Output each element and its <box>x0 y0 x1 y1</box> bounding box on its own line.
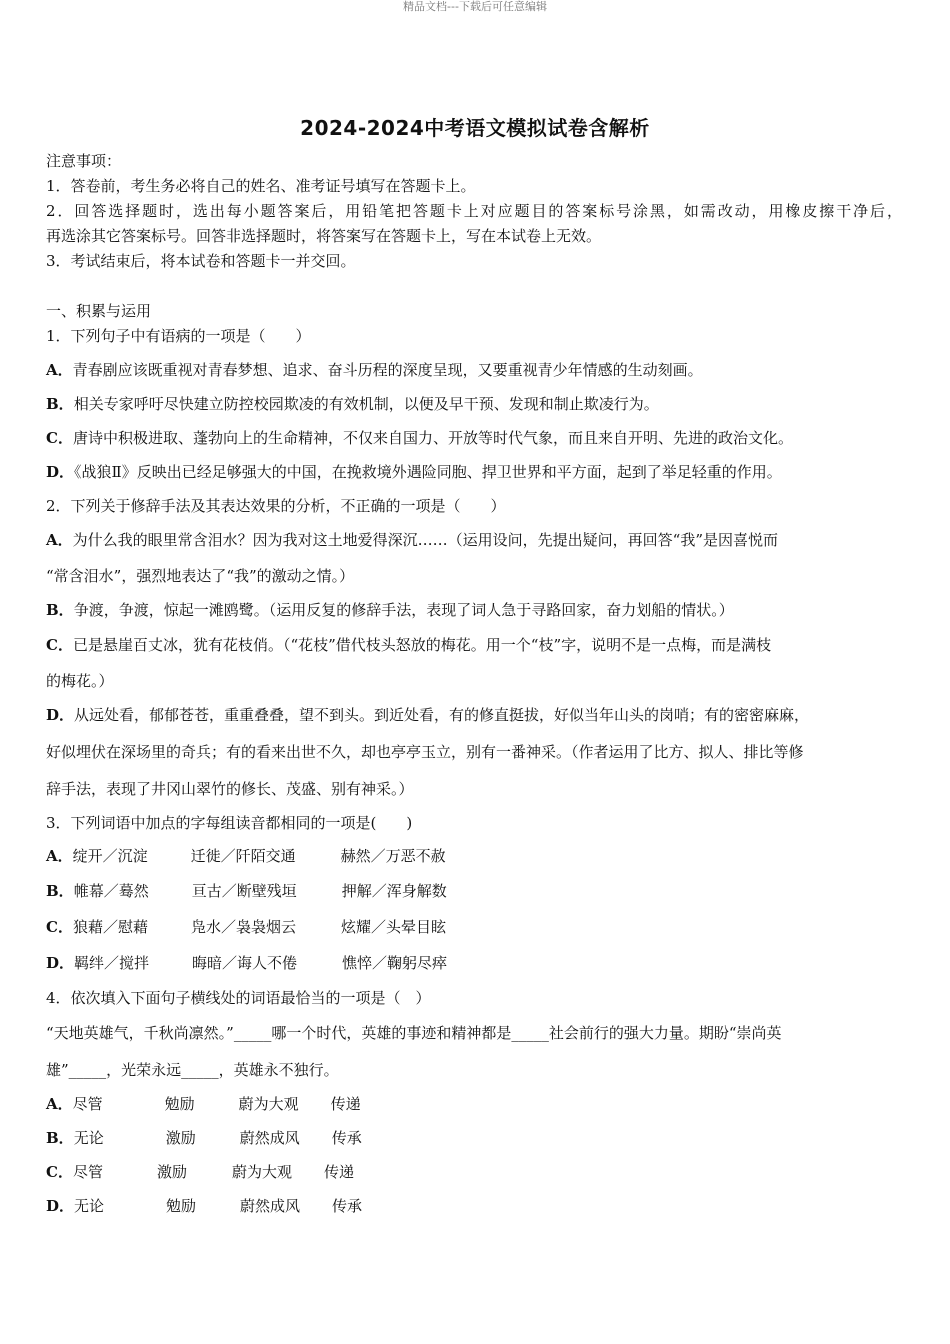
question-3-stem: 3．下列词语中加点的字每组读音都相同的一项是( ) <box>46 814 413 832</box>
option-word: 无论 <box>74 1197 105 1215</box>
header-watermark: 精品文档---下载后可任意编辑 <box>403 0 547 13</box>
question-2-option-a-cont: “常含泪水”，强烈地表达了“我”的激动之情。） <box>46 567 355 585</box>
option-word: 无论 <box>73 1129 104 1147</box>
question-4-stem: 4．依次填入下面句子横线处的词语最恰当的一项是（ ） <box>46 989 431 1007</box>
option-label: B． <box>46 882 74 900</box>
notice-heading: 注意事项： <box>46 152 122 170</box>
option-text: 为什么我的眼里常含泪水？因为我对这土地爱得深沉……（运用设问，先提出疑问，再回答“我”是因喜悦而 <box>72 531 778 549</box>
question-2-option-d <box>46 706 809 724</box>
option-word: 传承 <box>332 1197 363 1215</box>
option-word: 尽管 <box>72 1163 103 1181</box>
option-text: 青春剧应该既重视对青春梦想、追求、奋斗历程的深度呈现，又要重视青少年情感的生动刻画。 <box>72 361 703 379</box>
word-pair: 羁绊／搅拌 <box>74 954 150 972</box>
question-2-option-c <box>46 636 771 654</box>
question-3-option-d <box>46 954 447 972</box>
option-label: A． <box>46 531 73 549</box>
question-1-option-b <box>46 395 659 413</box>
option-word: 蔚为大观 <box>238 1095 299 1113</box>
question-3-option-c <box>46 918 446 936</box>
section-heading: 一、积累与运用 <box>46 302 152 320</box>
option-word: 勉励 <box>166 1197 197 1215</box>
option-word: 激励 <box>156 1163 187 1181</box>
word-pair: 绽开／沉淀 <box>72 847 148 865</box>
option-label: B． <box>46 601 74 619</box>
notice-item: 1．答卷前，考生务必将自己的姓名、准考证号填写在答题卡上。 <box>46 177 476 195</box>
option-text: 已是悬崖百丈冰，犹有花枝俏。（“花枝”借代枝头怒放的梅花。用一个“枝”字，说明不是一点梅，而是满枝 <box>72 636 772 654</box>
option-label: B． <box>46 395 74 413</box>
option-word: 勉励 <box>164 1095 195 1113</box>
option-text: 从远处看，郁郁苍苍，重重叠叠，望不到头。到近处看，有的修直挺拔，好似当年山头的岗哨；有的密密麻麻， <box>74 706 810 724</box>
question-1-option-d <box>46 463 782 481</box>
option-word: 蔚然成风 <box>240 1197 301 1215</box>
option-label: A． <box>46 1095 73 1113</box>
question-2-option-b <box>46 601 734 619</box>
word-pair: 凫水／袅袅烟云 <box>190 918 296 936</box>
option-label: D． <box>46 463 75 481</box>
question-1-stem: 1．下列句子中有语病的一项是（ ） <box>46 327 311 345</box>
question-3-option-b <box>46 882 447 900</box>
option-label: C． <box>46 429 73 447</box>
option-label: C． <box>46 918 73 936</box>
question-3-option-a <box>46 847 446 865</box>
word-pair: 赫然／万恶不赦 <box>340 847 446 865</box>
option-word: 传递 <box>330 1095 361 1113</box>
question-1-option-a <box>46 361 703 379</box>
option-text: 相关专家呼吁尽快建立防控校园欺凌的有效机制，以便及早干预、发现和制止欺凌行为。 <box>73 395 659 413</box>
question-4-passage-cont: 雄”_____，光荣永远_____，英雄永不独行。 <box>46 1061 339 1079</box>
option-label: C． <box>46 636 73 654</box>
question-4-option-a <box>46 1095 361 1113</box>
word-pair: 迁徙／阡陌交通 <box>190 847 296 865</box>
question-4-option-c <box>46 1163 354 1181</box>
question-2-stem: 2．下列关于修辞手法及其表达效果的分析，不正确的一项是（ ） <box>46 497 506 515</box>
document-title: 2024-2024中考语文模拟试卷含解析 <box>300 116 650 140</box>
question-1-option-c <box>46 429 793 447</box>
option-word: 尽管 <box>72 1095 103 1113</box>
word-pair: 炫耀／头晕目眩 <box>340 918 446 936</box>
option-label: D． <box>46 1197 75 1215</box>
option-text: 《战狼Ⅱ》反映出已经足够强大的中国，在挽救境外遇险同胞、捍卫世界和平方面，起到了举足轻重的作用。 <box>74 463 782 481</box>
question-4-option-b <box>46 1129 362 1147</box>
option-text: 争渡，争渡，惊起一滩鸥鹭。（运用反复的修辞手法，表现了词人急于寻路回家，奋力划船的情状。） <box>73 601 734 619</box>
option-label: A． <box>46 361 73 379</box>
word-pair: 押解／浑身解数 <box>341 882 447 900</box>
question-2-option-d-cont: 好似埋伏在深场里的奇兵；有的看来出世不久，却也亭亭玉立，别有一番神采。（作者运用了比方、拟人、排比等修 <box>46 743 804 761</box>
question-2-option-d-cont: 辞手法，表现了井冈山翠竹的修长、茂盛、别有神采。） <box>46 780 414 798</box>
question-2-option-a <box>46 531 778 549</box>
option-label: D． <box>46 954 75 972</box>
option-word: 传递 <box>323 1163 354 1181</box>
question-2-option-c-cont: 的梅花。） <box>46 672 114 690</box>
option-word: 激励 <box>165 1129 196 1147</box>
question-4-option-d <box>46 1197 362 1215</box>
option-word: 蔚为大观 <box>231 1163 292 1181</box>
option-label: D． <box>46 706 75 724</box>
notice-item: 2．回答选择题时，选出每小题答案后，用铅笔把答题卡上对应题目的答案标号涂黑，如需改动，用橡皮擦干净后， <box>46 202 902 220</box>
word-pair: 憔悴／鞠躬尽瘁 <box>342 954 448 972</box>
word-pair: 帷幕／蓦然 <box>73 882 149 900</box>
option-text: 唐诗中积极进取、蓬勃向上的生命精神，不仅来自国力、开放等时代气象，而且来自开明、先进的政治文化。 <box>72 429 793 447</box>
option-label: B． <box>46 1129 74 1147</box>
word-pair: 狼藉／慰藉 <box>72 918 148 936</box>
word-pair: 晦暗／诲人不倦 <box>192 954 298 972</box>
option-word: 传承 <box>331 1129 362 1147</box>
option-label: C． <box>46 1163 73 1181</box>
question-4-passage: “天地英雄气，千秋尚凛然。”_____哪一个时代，英雄的事迹和精神都是_____社会前行的强大力量。期盼“崇尚英 <box>46 1024 782 1042</box>
word-pair: 亘古／断壁残垣 <box>191 882 297 900</box>
option-label: A． <box>46 847 73 865</box>
option-word: 蔚然成风 <box>239 1129 300 1147</box>
notice-item: 3．考试结束后，将本试卷和答题卡一并交回。 <box>46 252 356 270</box>
notice-item: 再选涂其它答案标号。回答非选择题时，将答案写在答题卡上，写在本试卷上无效。 <box>46 227 602 245</box>
